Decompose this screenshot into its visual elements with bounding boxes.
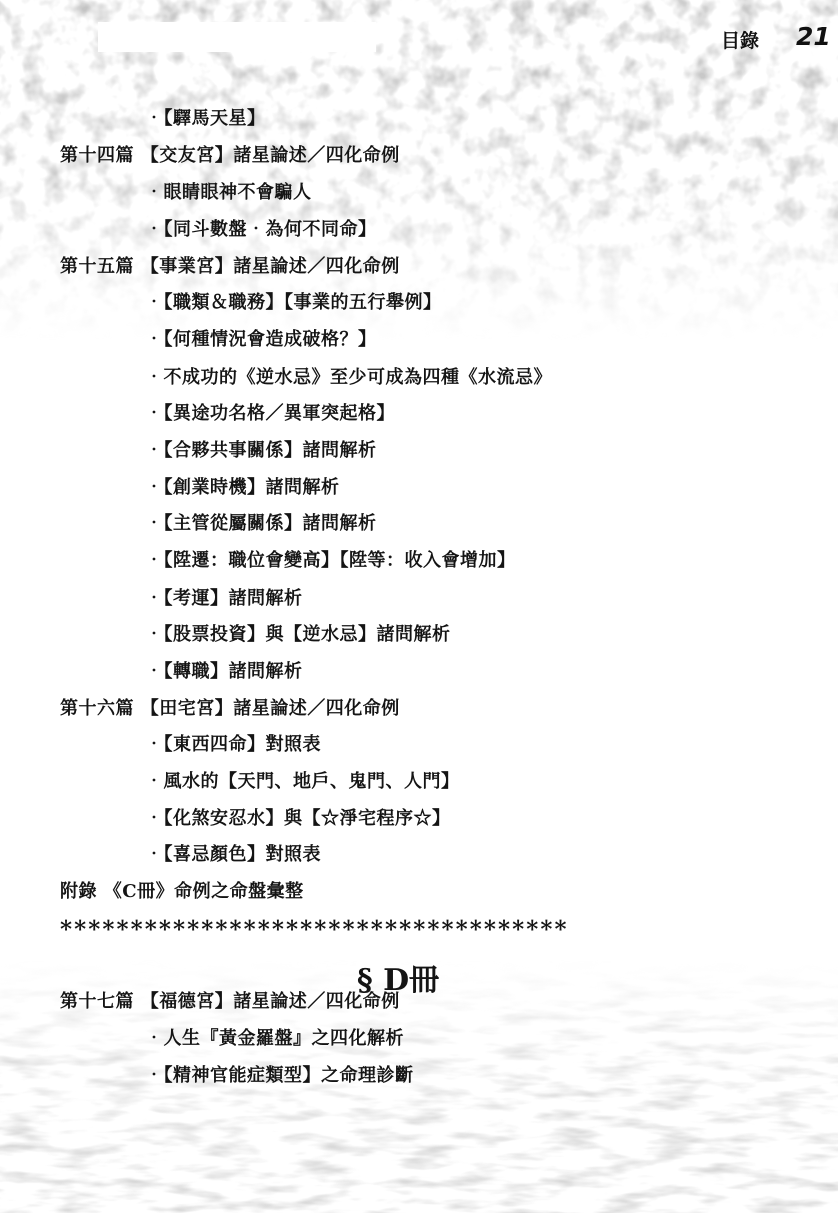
toc-item: ‧【驛馬天星】	[145, 108, 266, 129]
toc-item: ‧不成功的《逆水忌》至少可成為四種《水流忌》	[145, 367, 552, 388]
toc-item: ‧【轉職】諸問解析	[145, 661, 303, 682]
toc-item: ‧【考運】諸問解析	[145, 588, 303, 609]
section-title: § D冊	[357, 963, 440, 998]
toc-item: ‧【職類＆職務】【事業的五行舉例】	[145, 292, 442, 313]
toc-chapter: 第十五篇 【事業宮】諸星論述／四化命例	[60, 256, 400, 277]
toc-item: ‧【主管從屬關係】諸問解析	[145, 513, 377, 534]
toc-item: ‧【異途功名格／異軍突起格】	[145, 403, 395, 424]
toc-item: ‧【東西四命】對照表	[145, 734, 321, 755]
toc-item: ‧風水的【天門、地戶、鬼門、人門】	[145, 771, 460, 792]
toc-appendix: 附錄 《C冊》命例之命盤彙整	[60, 881, 304, 902]
toc-item: ‧【喜忌顏色】對照表	[145, 844, 321, 865]
toc-item: ‧眼睛眼神不會騙人	[145, 182, 312, 203]
toc-item: ‧【合夥共事關係】諸問解析	[145, 440, 377, 461]
page-number: 21	[796, 22, 831, 51]
redaction-box	[98, 22, 376, 52]
toc-chapter: 第十七篇 【福德宮】諸星論述／四化命例	[60, 991, 400, 1012]
toc-item: ‧【股票投資】與【逆水忌】諸問解析	[145, 624, 451, 645]
toc-item: ‧【同斗數盤‧為何不同命】	[145, 219, 377, 240]
toc-item: ‧【化煞安忍水】與【☆淨宅程序☆】	[145, 808, 451, 829]
toc-item: ‧【精神官能症類型】之命理診斷	[145, 1065, 414, 1086]
toc-chapter: 第十四篇 【交友宮】諸星論述／四化命例	[60, 145, 400, 166]
toc-item: ‧【創業時機】諸問解析	[145, 477, 340, 498]
toc-item: ‧【陞遷：職位會變高】【陞等：收入會增加】	[145, 550, 516, 571]
toc-item: ‧【何種情況會造成破格？】	[145, 329, 377, 350]
header-title: 目錄	[721, 30, 760, 52]
toc-item: ‧人生『黃金羅盤』之四化解析	[145, 1028, 404, 1049]
toc-chapter: 第十六篇 【田宅宮】諸星論述／四化命例	[60, 698, 400, 719]
separator-line: ************************************	[60, 916, 569, 943]
